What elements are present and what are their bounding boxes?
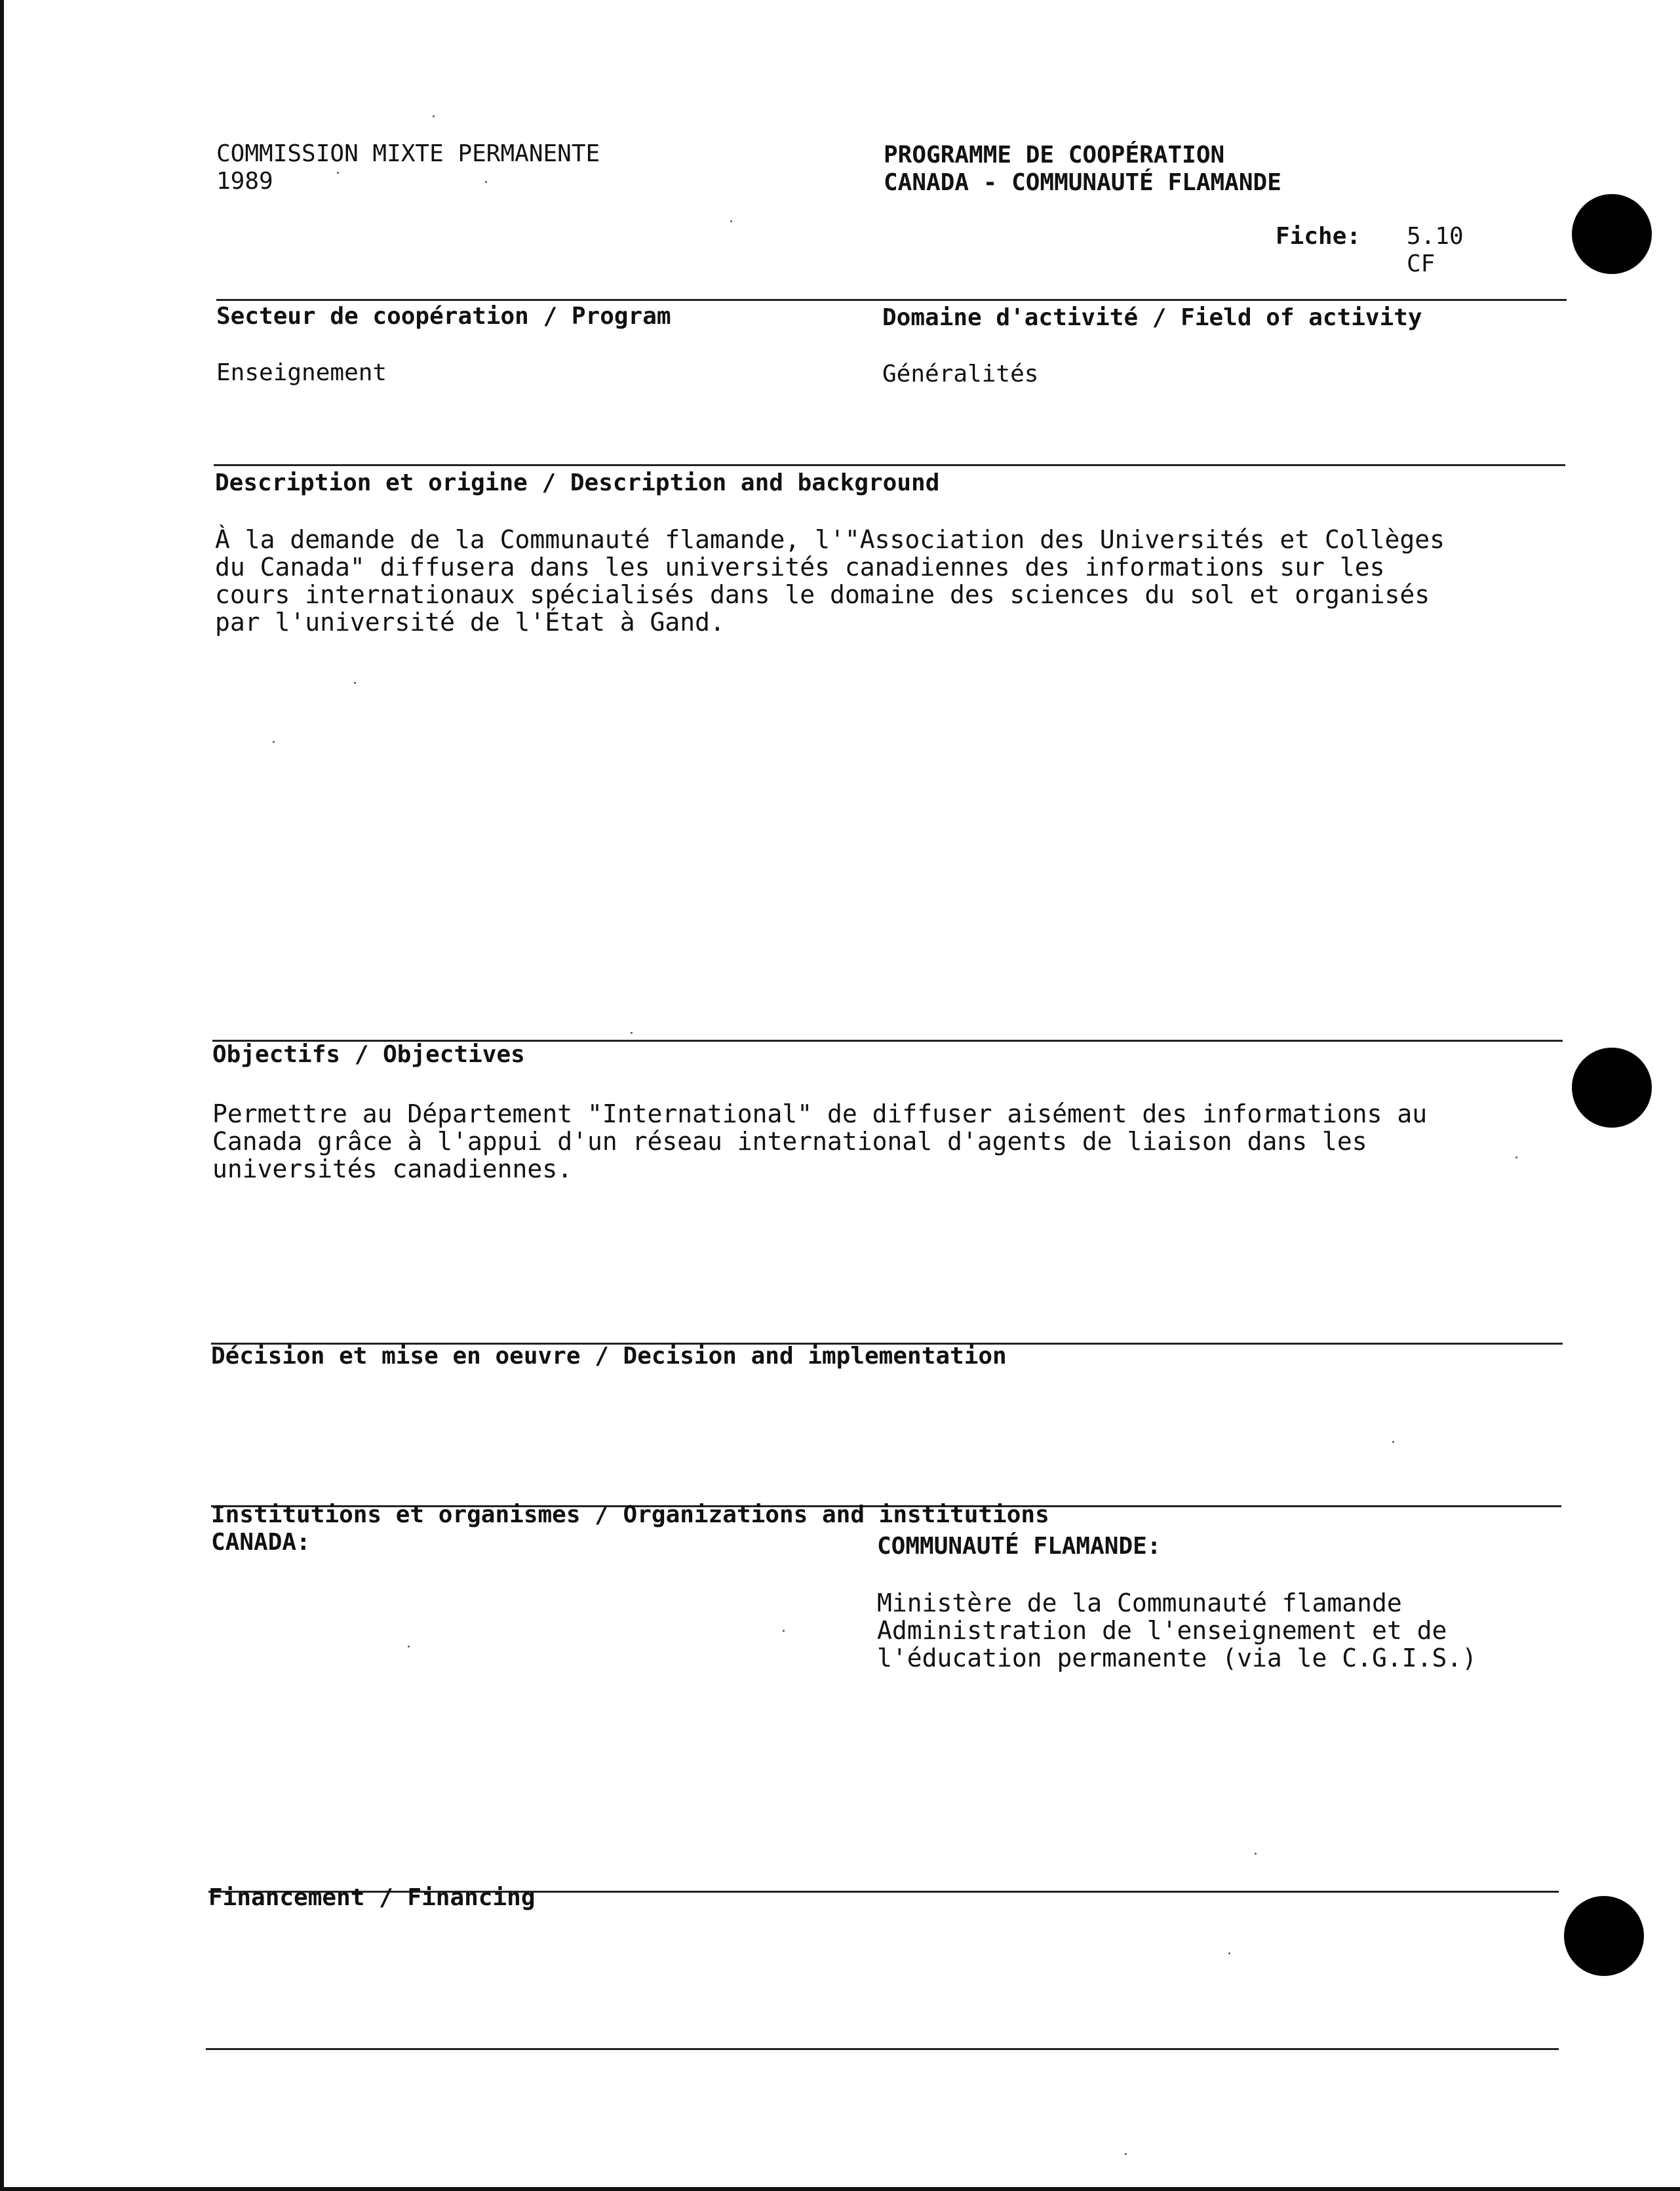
scan-border-left bbox=[0, 0, 4, 2191]
punch-hole-middle bbox=[1572, 1048, 1652, 1128]
description-line-4: par l'université de l'État à Gand. bbox=[215, 608, 725, 637]
punch-hole-top bbox=[1572, 194, 1652, 274]
scan-speck bbox=[273, 741, 275, 743]
punch-hole-bottom bbox=[1564, 1896, 1644, 1976]
institutions-flanders-line-3: l'éducation permanente (via le C.G.I.S.) bbox=[877, 1644, 1477, 1672]
scan-speck bbox=[485, 181, 487, 183]
description-line-1: À la demande de la Communauté flamande, l'"Association des Universités et Collèges bbox=[215, 525, 1445, 554]
scan-speck bbox=[1228, 1952, 1230, 1954]
scan-speck bbox=[408, 1646, 410, 1648]
scan-speck bbox=[1125, 2153, 1127, 2155]
description-line-3: cours internationaux spécialisés dans le domaine des sciences du sol et organisés bbox=[215, 580, 1430, 609]
header-year: 1989 bbox=[216, 168, 273, 195]
header-programme: PROGRAMME DE COOPÉRATION bbox=[884, 142, 1225, 168]
domain-heading: Domaine d'activité / Field of activity bbox=[882, 304, 1422, 331]
scan-speck bbox=[1255, 1853, 1257, 1855]
scan-speck bbox=[354, 682, 356, 684]
scan-speck bbox=[337, 172, 339, 174]
scan-border-bottom bbox=[0, 2187, 1680, 2191]
scan-speck bbox=[631, 1032, 633, 1034]
scan-speck bbox=[1515, 1156, 1517, 1158]
institutions-heading: Institutions et organismes / Organizations and institutions bbox=[211, 1501, 1049, 1528]
financing-heading: Financement / Financing bbox=[208, 1884, 536, 1911]
fiche-label: Fiche: bbox=[1276, 223, 1361, 250]
domain-value: Généralités bbox=[882, 361, 1039, 387]
sector-value: Enseignement bbox=[216, 359, 387, 386]
scan-speck bbox=[783, 1630, 785, 1632]
institutions-canada-label: CANADA: bbox=[211, 1529, 311, 1556]
divider-bottom bbox=[206, 2048, 1559, 2050]
fiche-code: CF bbox=[1407, 250, 1436, 277]
objectives-line-2: Canada grâce à l'appui d'un réseau international d'agents de liaison dans les bbox=[212, 1127, 1367, 1156]
objectives-line-3: universités canadiennes. bbox=[212, 1155, 573, 1183]
header-canada-flanders: CANADA - COMMUNAUTÉ FLAMANDE bbox=[884, 169, 1281, 196]
objectives-line-1: Permettre au Département "International" de diffuser aisément des informations au bbox=[212, 1099, 1428, 1128]
institutions-flanders-line-1: Ministère de la Communauté flamande bbox=[877, 1589, 1402, 1617]
fiche-number: 5.10 bbox=[1407, 223, 1464, 250]
divider-sector bbox=[216, 299, 1567, 301]
description-line-2: du Canada" diffusera dans les universités canadiennes des informations sur les bbox=[215, 553, 1385, 582]
scan-speck bbox=[1392, 1441, 1394, 1443]
description-heading: Description et origine / Description and background bbox=[215, 469, 940, 496]
objectives-heading: Objectifs / Objectives bbox=[212, 1041, 525, 1068]
institutions-flanders-line-2: Administration de l'enseignement et de bbox=[877, 1616, 1447, 1645]
institutions-flanders-label: COMMUNAUTÉ FLAMANDE: bbox=[877, 1533, 1162, 1560]
decision-heading: Décision et mise en oeuvre / Decision and implementation bbox=[211, 1343, 1007, 1370]
scan-speck bbox=[433, 115, 435, 117]
header-commission: COMMISSION MIXTE PERMANENTE bbox=[216, 140, 600, 167]
scan-speck bbox=[730, 220, 732, 222]
divider-description bbox=[214, 464, 1565, 466]
sector-heading: Secteur de coopération / Program bbox=[216, 303, 671, 330]
